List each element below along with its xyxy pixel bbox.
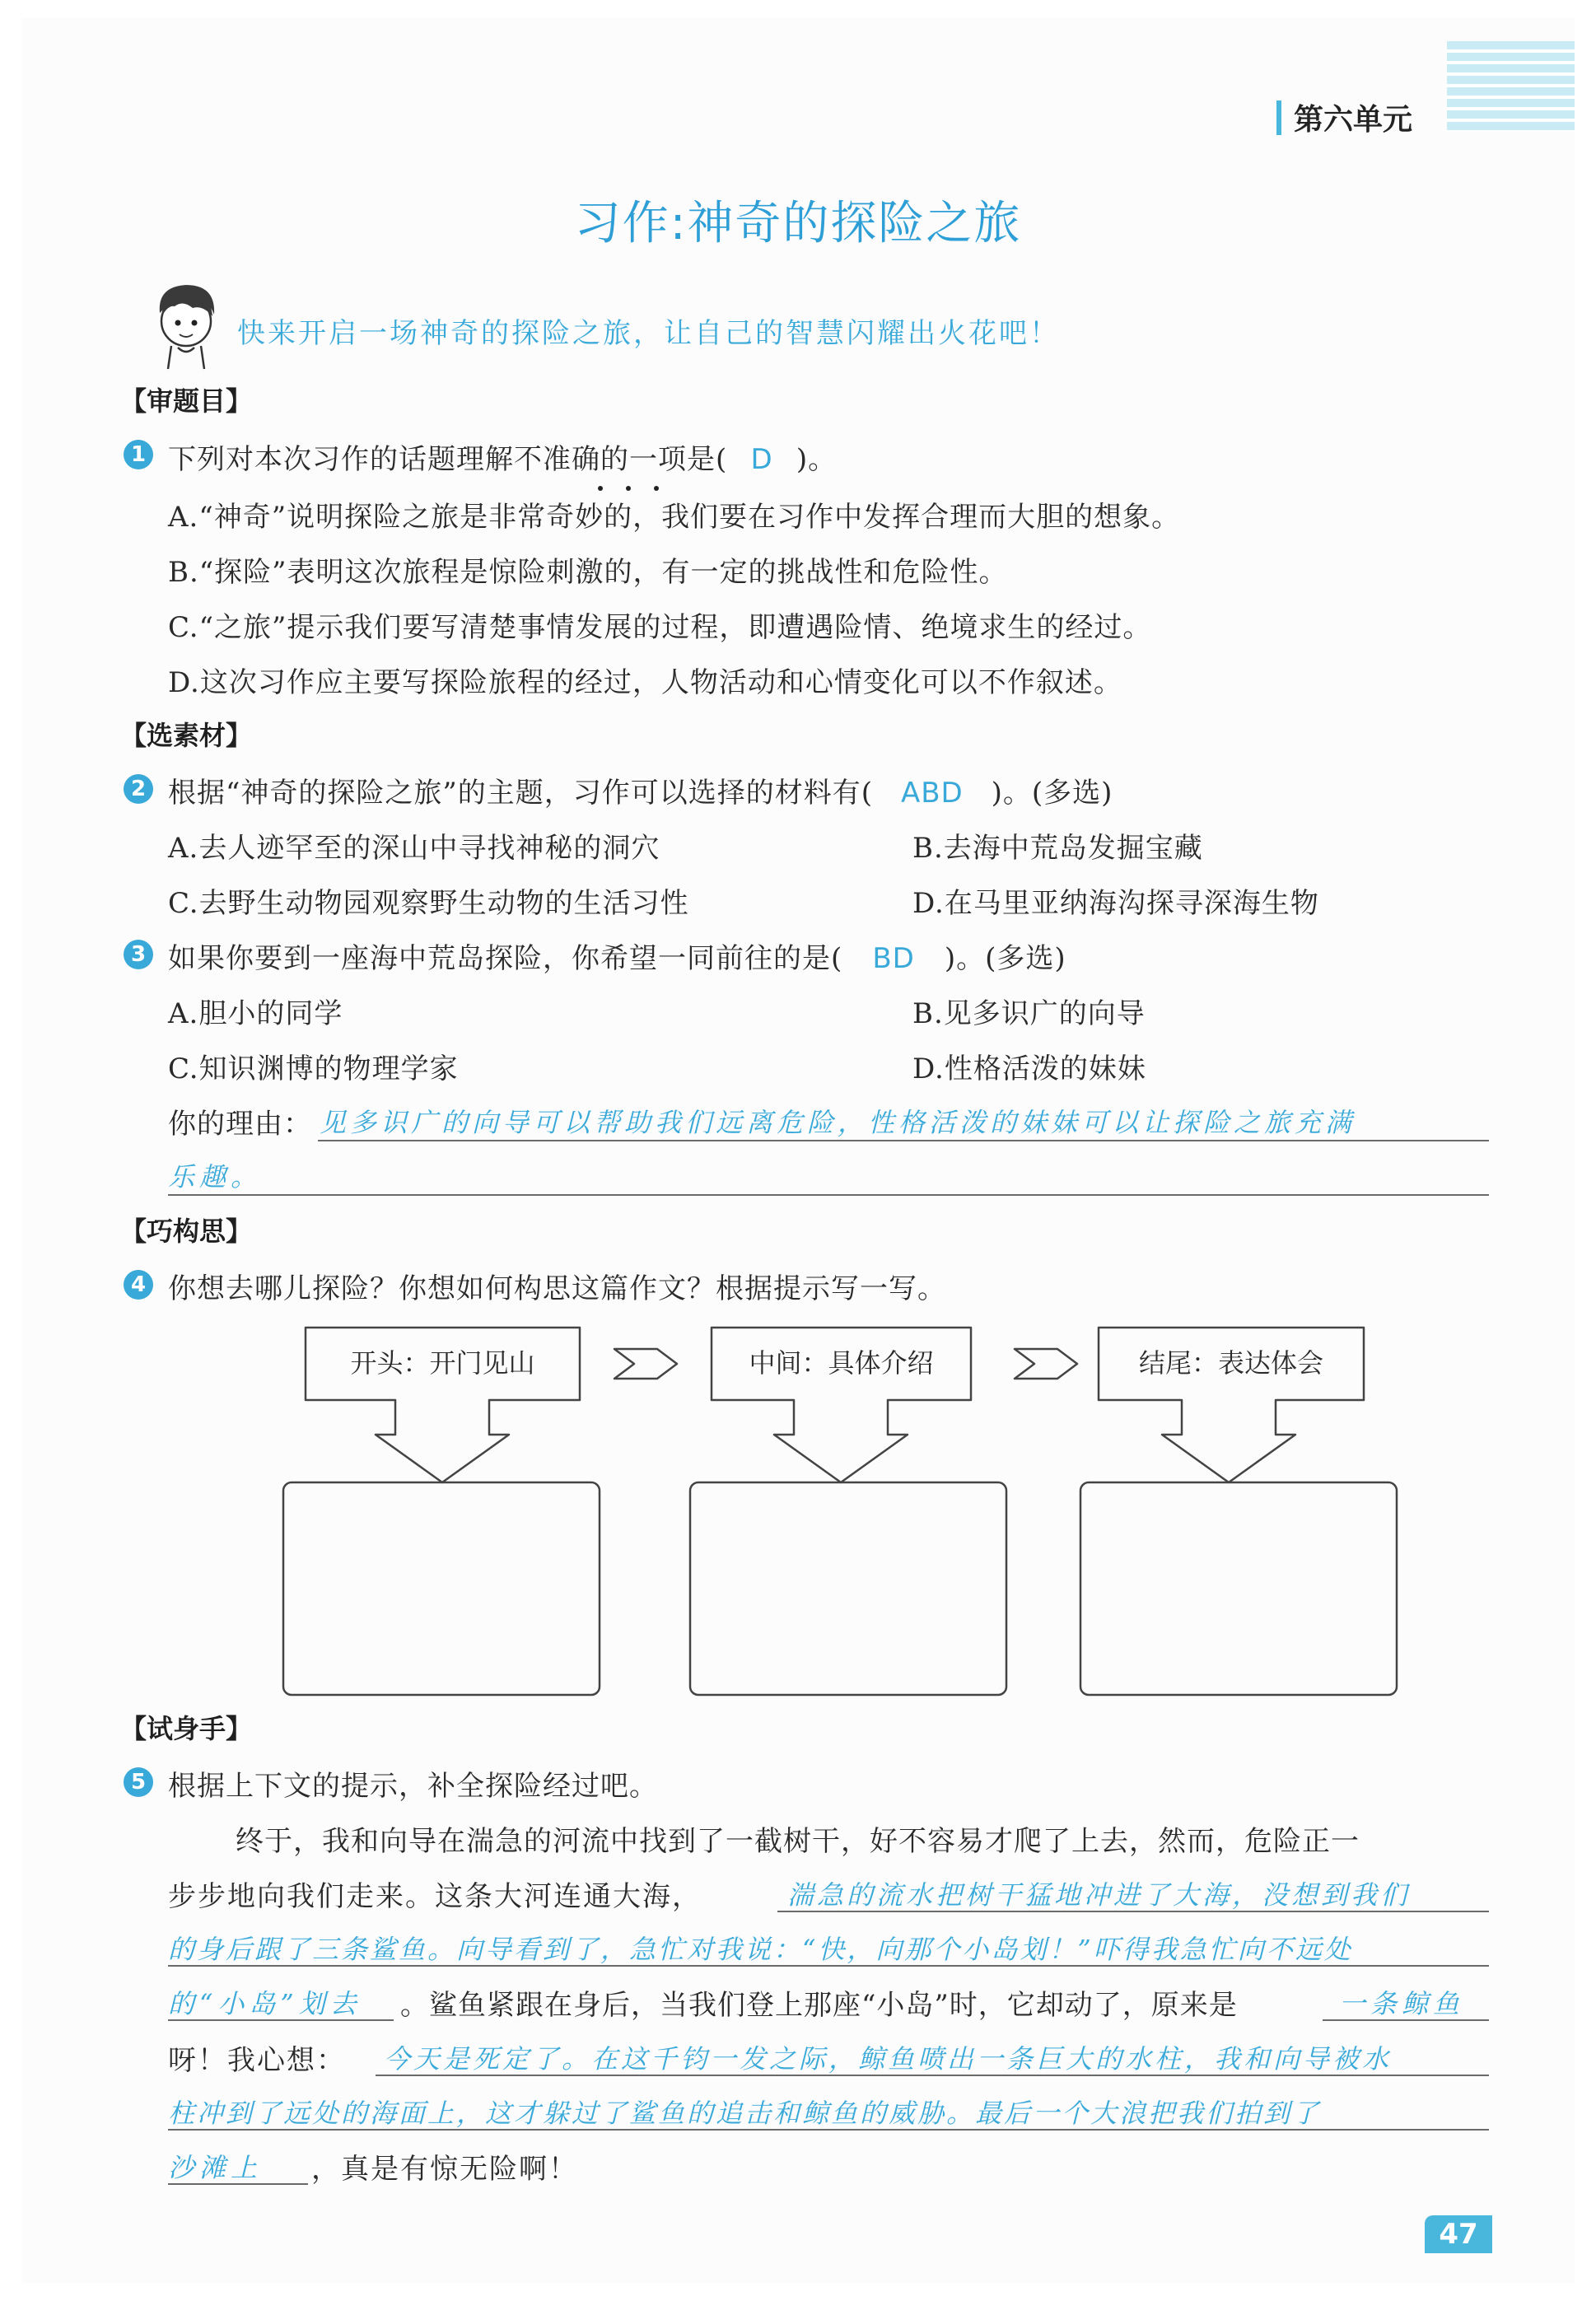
q1-option-c: C.“之旅”提示我们要写清楚事情发展的过程，即遭遇险情、绝境求生的经过。 bbox=[168, 611, 1152, 644]
intro-text: 快来开启一场神奇的探险之旅，让自己的智慧闪耀出火花吧！ bbox=[237, 317, 1060, 350]
q2-option-d: D.在马里亚纳海沟探寻深海生物 bbox=[912, 887, 1319, 920]
unit-label: 第六单元 bbox=[1294, 103, 1413, 137]
q2-option-c: C.去野生动物园观察野生动物的生活习性 bbox=[168, 887, 689, 920]
q5-stem: 根据上下文的提示，补全探险经过吧。 bbox=[168, 1770, 658, 1803]
question-number-2: 2 bbox=[124, 774, 153, 804]
writing-box-middle bbox=[690, 1482, 1006, 1695]
question-number-1: 1 bbox=[124, 440, 153, 469]
story-line-4-middle: 。鲨鱼紧跟在身后，当我们登上那座“小岛”时，它却动了，原来是 bbox=[400, 1989, 1238, 2022]
flow-label-middle: 中间：具体介绍 bbox=[749, 1347, 934, 1379]
answer-underline bbox=[376, 2075, 1489, 2076]
q1-option-d: D.这次习作应主要写探险旅程的经过，人物活动和心情变化可以不作叙述。 bbox=[168, 666, 1122, 699]
q2-stem-text: 根据“神奇的探险之旅”的主题，习作可以选择的材料有( bbox=[168, 777, 874, 810]
story-answer-whale: 一条鲸鱼 bbox=[1339, 1988, 1465, 2019]
q1-stem bbox=[168, 436, 837, 477]
workbook-page bbox=[21, 18, 1575, 2283]
question-number-3: 3 bbox=[124, 940, 153, 969]
q1-option-a: A.“神奇”说明探险之旅是非常奇妙的，我们要在习作中发挥合理而大胆的想象。 bbox=[168, 501, 1181, 534]
question-number-4: 4 bbox=[124, 1270, 153, 1300]
section-heading-materials: 【选素材】 bbox=[120, 720, 253, 751]
writing-box-ending bbox=[1080, 1482, 1397, 1695]
q3-option-c: C.知识渊博的物理学家 bbox=[168, 1052, 459, 1085]
q3-stem-end: )。(多选) bbox=[944, 942, 1066, 975]
q3-reason-label: 你的理由： bbox=[168, 1108, 312, 1141]
story-answer-line-4: 的“小岛”划去 bbox=[168, 1988, 362, 2019]
flow-label-beginning: 开头：开门见山 bbox=[350, 1347, 535, 1379]
q2-stem-end: )。(多选) bbox=[991, 777, 1113, 810]
section-heading-structure: 【巧构思】 bbox=[120, 1216, 253, 1247]
question-number-5: 5 bbox=[124, 1767, 153, 1797]
q1-option-b: B.“探险”表明这次旅程是惊险刺激的，有一定的挑战性和危险性。 bbox=[168, 556, 1008, 589]
story-line-7-end: ，真是有惊无险啊！ bbox=[311, 2153, 578, 2186]
writing-box-beginning bbox=[283, 1482, 600, 1695]
chevron-right-icon bbox=[1015, 1349, 1077, 1379]
q3-reason-line-1: 见多识广的向导可以帮助我们远离危险，性格活泼的妹妹可以让探险之旅充满 bbox=[320, 1107, 1356, 1138]
answer-underline bbox=[168, 2183, 308, 2185]
answer-underline bbox=[168, 2129, 1489, 2131]
story-answer-line-6: 柱冲到了远处的海面上，这才躲过了鲨鱼的追击和鲸鱼的威胁。最后一个大浪把我们拍到了 bbox=[168, 2098, 1322, 2129]
page-number: 47 bbox=[1425, 2215, 1492, 2253]
story-answer-line-7: 沙滩上 bbox=[168, 2152, 263, 2183]
q1-answer: D bbox=[750, 443, 773, 476]
header-stripe-decoration bbox=[1447, 41, 1575, 132]
answer-underline bbox=[168, 1194, 1489, 1196]
answer-underline bbox=[168, 1965, 1489, 1967]
q2-stem bbox=[168, 770, 1113, 810]
section-heading-practice: 【试身手】 bbox=[120, 1713, 253, 1744]
q3-reason-line-2: 乐趣。 bbox=[168, 1161, 263, 1193]
boy-mascot-icon bbox=[145, 280, 227, 371]
flow-label-ending: 结尾：表达体会 bbox=[1138, 1347, 1323, 1379]
section-heading-review: 【审题目】 bbox=[120, 385, 253, 417]
q4-stem: 你想去哪儿探险？你想如何构思这篇作文？根据提示写一写。 bbox=[168, 1272, 946, 1305]
emphasis-dot bbox=[654, 486, 659, 491]
story-line-5-start: 呀！我心想： bbox=[168, 2044, 346, 2077]
emphasis-dot bbox=[598, 486, 603, 491]
chevron-right-icon bbox=[614, 1349, 677, 1379]
q3-option-a: A.胆小的同学 bbox=[168, 997, 343, 1030]
q1-stem-text: 下列对本次习作的话题理解不准确的一项是( bbox=[168, 443, 728, 476]
story-answer-line-5: 今天是死定了。在这千钧一发之际，鲸鱼喷出一条巨大的水柱，我和向导被水 bbox=[384, 2043, 1393, 2075]
q2-answer: ABD bbox=[900, 777, 964, 810]
story-answer-line-2: 湍急的流水把树干猛地冲进了大海，没想到我们 bbox=[787, 1879, 1411, 1911]
q3-option-b: B.见多识广的向导 bbox=[912, 997, 1146, 1030]
q2-option-a: A.去人迹罕至的深山中寻找神秘的洞穴 bbox=[168, 832, 660, 865]
story-answer-line-3: 的身后跟了三条鲨鱼。向导看到了，急忙对我说：“快，向那个小岛划！”吓得我急忙向不远处 bbox=[168, 1934, 1353, 1965]
q3-stem bbox=[168, 936, 1066, 976]
answer-underline bbox=[1323, 2019, 1489, 2021]
story-line-1: 终于，我和向导在湍急的河流中找到了一截树干，好不容易才爬了上去，然而，危险正一 bbox=[236, 1825, 1360, 1858]
q3-answer: BD bbox=[872, 942, 915, 975]
q3-option-d: D.性格活泼的妹妹 bbox=[912, 1052, 1146, 1085]
unit-bar-decoration bbox=[1276, 100, 1281, 135]
q2-option-b: B.去海中荒岛发掘宝藏 bbox=[912, 832, 1203, 865]
emphasis-dot bbox=[626, 486, 631, 491]
answer-underline bbox=[777, 1911, 1489, 1912]
story-line-2-start: 步步地向我们走来。这条大河连通大海， bbox=[168, 1880, 702, 1913]
page-title: 习作:神奇的探险之旅 bbox=[574, 197, 1022, 250]
q1-stem-end: )。 bbox=[796, 443, 838, 476]
answer-underline bbox=[318, 1140, 1489, 1141]
q3-stem-text: 如果你要到一座海中荒岛探险，你希望一同前往的是( bbox=[168, 942, 843, 975]
answer-underline bbox=[168, 2019, 394, 2021]
